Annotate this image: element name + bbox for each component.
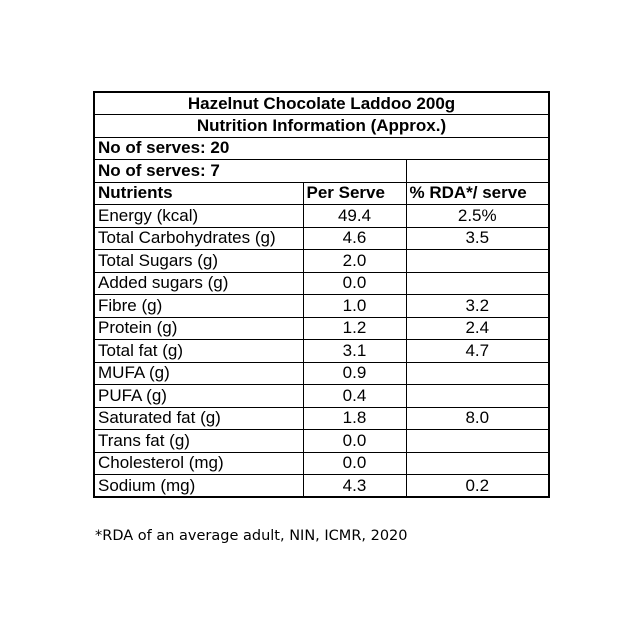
column-header-per-serve: Per Serve: [303, 182, 406, 205]
rda-value: 3.2: [406, 295, 549, 318]
nutrient-name: Protein (g): [94, 317, 303, 340]
table-row: [94, 205, 549, 228]
nutrient-name: Sodium (mg): [94, 475, 303, 498]
per-serve-value: 2.0: [303, 250, 406, 273]
serves-row: [94, 160, 549, 183]
nutrient-name: Total Carbohydrates (g): [94, 227, 303, 250]
rda-value: [406, 385, 549, 408]
nutrient-name: Fibre (g): [94, 295, 303, 318]
rda-value: 8.0: [406, 407, 549, 430]
rda-value: 2.5%: [406, 205, 549, 228]
header-row: [94, 182, 549, 205]
per-serve-value: 0.0: [303, 272, 406, 295]
rda-value: 3.5: [406, 227, 549, 250]
serves-count: No of serves: 20: [94, 137, 549, 160]
rda-value: [406, 430, 549, 453]
column-header-rda: % RDA*/ serve: [406, 182, 549, 205]
nutrient-name: Total Sugars (g): [94, 250, 303, 273]
rda-value: [406, 452, 549, 475]
nutrient-name: Added sugars (g): [94, 272, 303, 295]
nutrient-name: MUFA (g): [94, 362, 303, 385]
nutrient-name: Trans fat (g): [94, 430, 303, 453]
per-serve-value: 4.3: [303, 475, 406, 498]
table-row: [94, 362, 549, 385]
section-title-row: [94, 115, 549, 138]
per-serve-value: 1.2: [303, 317, 406, 340]
per-serve-value: 0.0: [303, 452, 406, 475]
nutrient-name: Energy (kcal): [94, 205, 303, 228]
rda-value: [406, 250, 549, 273]
per-serve-value: 1.8: [303, 407, 406, 430]
table-row: [94, 452, 549, 475]
rda-value: 4.7: [406, 340, 549, 363]
empty-cell: [406, 160, 549, 183]
table-row: [94, 340, 549, 363]
per-serve-value: 0.0: [303, 430, 406, 453]
nutrient-name: PUFA (g): [94, 385, 303, 408]
column-header-nutrients: Nutrients: [94, 182, 303, 205]
nutrient-name: Saturated fat (g): [94, 407, 303, 430]
table-row: [94, 475, 549, 498]
rda-value: [406, 362, 549, 385]
table-row: [94, 295, 549, 318]
table-row: [94, 250, 549, 273]
rda-value: 0.2: [406, 475, 549, 498]
table-row: [94, 430, 549, 453]
product-title: Hazelnut Chocolate Laddoo 200g: [94, 92, 549, 115]
rda-value: 2.4: [406, 317, 549, 340]
rda-value: [406, 272, 549, 295]
per-serve-value: 1.0: [303, 295, 406, 318]
title-row: [94, 92, 549, 115]
nutrition-table: [93, 91, 550, 498]
serves-count: No of serves: 7: [94, 160, 406, 183]
per-serve-value: 0.4: [303, 385, 406, 408]
per-serve-value: 3.1: [303, 340, 406, 363]
per-serve-value: 49.4: [303, 205, 406, 228]
table-row: [94, 272, 549, 295]
table-row: [94, 227, 549, 250]
table-row: [94, 385, 549, 408]
nutrient-name: Total fat (g): [94, 340, 303, 363]
section-title: Nutrition Information (Approx.): [94, 115, 549, 138]
table-row: [94, 407, 549, 430]
table-row: [94, 317, 549, 340]
footnote: *RDA of an average adult, NIN, ICMR, 2020: [95, 528, 408, 544]
per-serve-value: 0.9: [303, 362, 406, 385]
nutrition-label: [93, 91, 548, 498]
nutrient-name: Cholesterol (mg): [94, 452, 303, 475]
per-serve-value: 4.6: [303, 227, 406, 250]
serves-row: [94, 137, 549, 160]
